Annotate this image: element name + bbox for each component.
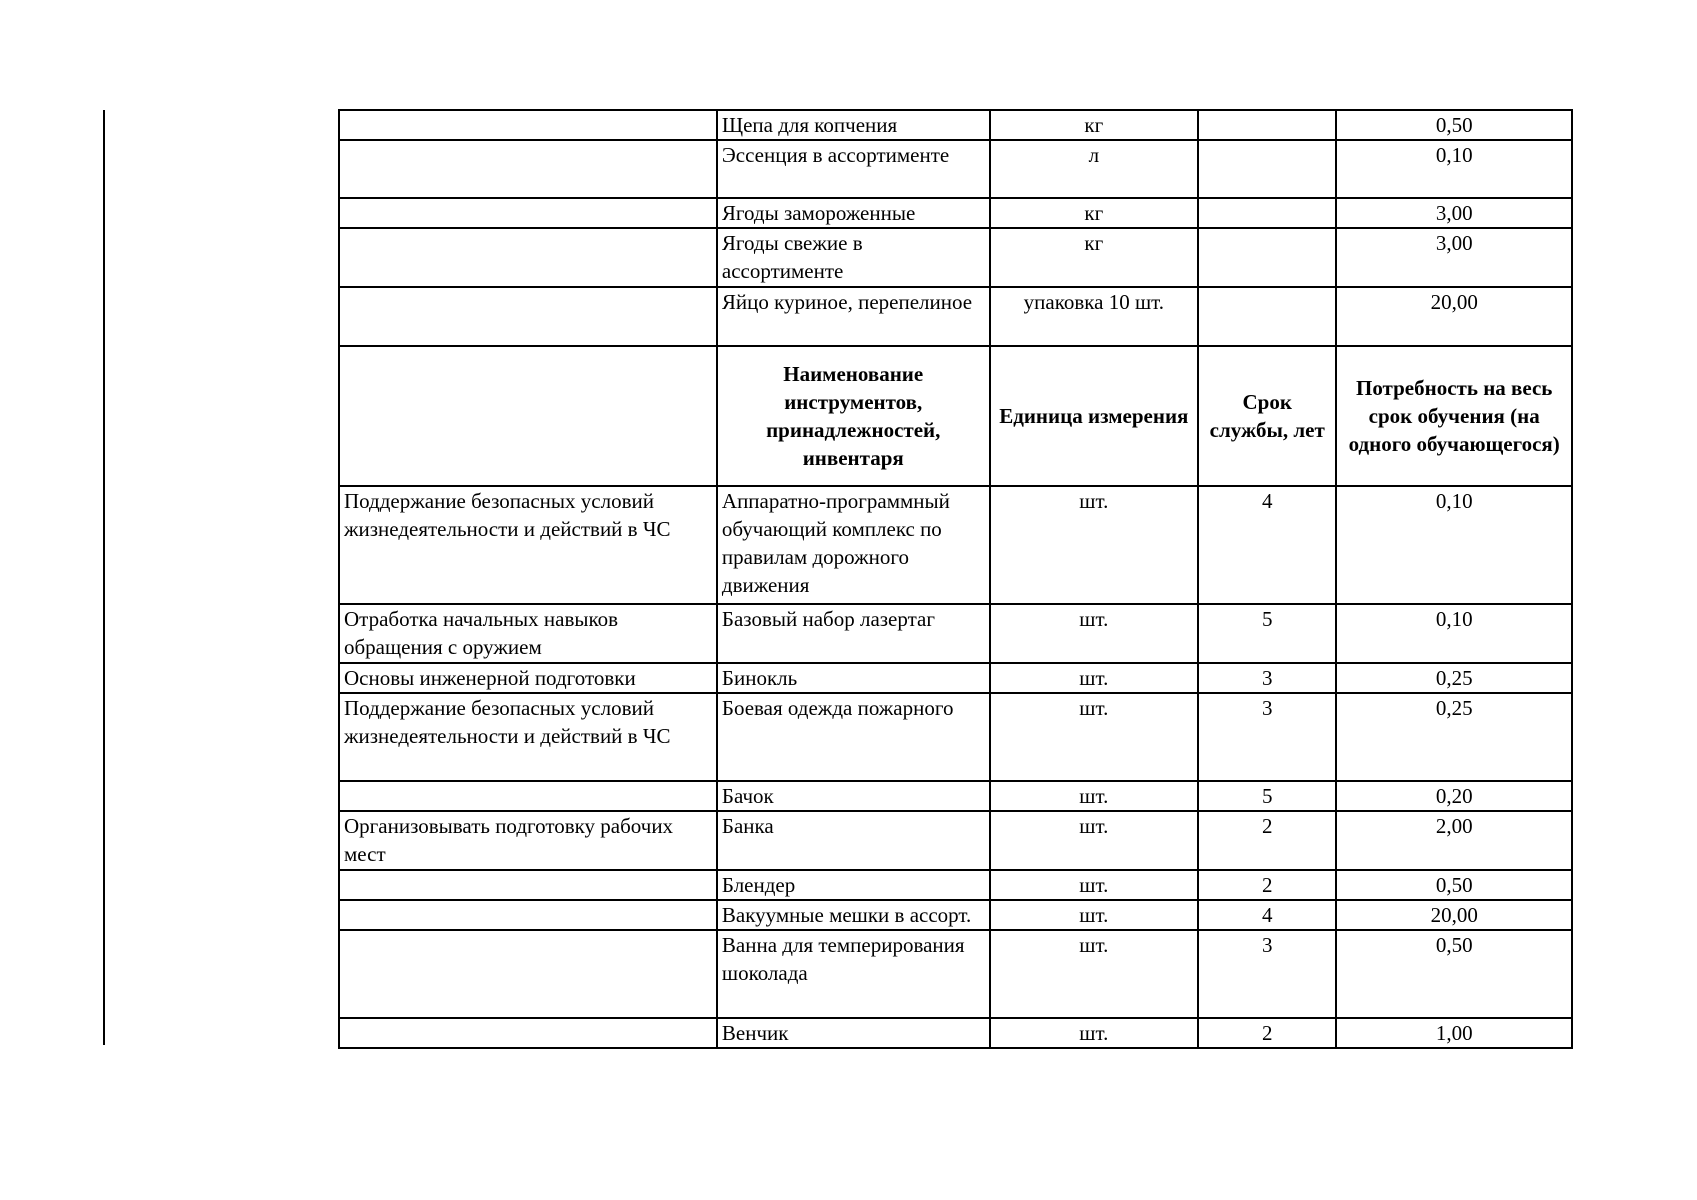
service-life-cell: 2	[1198, 811, 1336, 870]
requirement-cell: 0,20	[1336, 781, 1572, 811]
table-row	[339, 781, 1572, 811]
table-body-top	[339, 110, 1572, 346]
service-life-cell: 4	[1198, 900, 1336, 930]
activity-cell: Поддержание безопасных условий жизнедеятельности и действий в ЧС	[339, 693, 717, 781]
header-requirement: Потребность на весь срок обучения (на одного обучающегося)	[1336, 346, 1572, 486]
activity-cell	[339, 781, 717, 811]
service-life-cell	[1198, 110, 1336, 140]
item-cell: Боевая одежда пожарного	[717, 693, 990, 781]
unit-cell: шт.	[990, 811, 1199, 870]
unit-cell: л	[990, 140, 1199, 198]
table-row	[339, 811, 1572, 870]
unit-cell: шт.	[990, 1018, 1199, 1048]
unit-cell: шт.	[990, 930, 1199, 1018]
table-row	[339, 140, 1572, 198]
unit-cell: упаковка 10 шт.	[990, 287, 1199, 346]
service-life-cell	[1198, 287, 1336, 346]
item-cell: Вакуумные мешки в ассорт.	[717, 900, 990, 930]
unit-cell: шт.	[990, 693, 1199, 781]
item-cell: Аппаратно-программный обучающий комплекс по правилам дорожного движения	[717, 486, 990, 604]
unit-cell: шт.	[990, 900, 1199, 930]
requirement-cell: 2,00	[1336, 811, 1572, 870]
requirement-cell: 0,25	[1336, 693, 1572, 781]
unit-cell: шт.	[990, 663, 1199, 693]
unit-cell: шт.	[990, 486, 1199, 604]
header-activity	[339, 346, 717, 486]
header-service-life: Срок службы, лет	[1198, 346, 1336, 486]
requirement-cell: 3,00	[1336, 228, 1572, 287]
activity-cell	[339, 900, 717, 930]
unit-cell: кг	[990, 228, 1199, 287]
table-row	[339, 693, 1572, 781]
service-life-cell: 3	[1198, 693, 1336, 781]
activity-cell: Поддержание безопасных условий жизнедеятельности и действий в ЧС	[339, 486, 717, 604]
item-cell: Ванна для темперирования шоколада	[717, 930, 990, 1018]
activity-cell	[339, 228, 717, 287]
requirement-cell: 0,50	[1336, 110, 1572, 140]
activity-cell	[339, 287, 717, 346]
requirement-cell: 20,00	[1336, 900, 1572, 930]
activity-cell: Основы инженерной подготовки	[339, 663, 717, 693]
service-life-cell: 3	[1198, 663, 1336, 693]
service-life-cell: 2	[1198, 1018, 1336, 1048]
unit-cell: кг	[990, 110, 1199, 140]
unit-cell: шт.	[990, 870, 1199, 900]
item-cell: Венчик	[717, 1018, 990, 1048]
table-row	[339, 1018, 1572, 1048]
table-row	[339, 198, 1572, 228]
service-life-cell: 4	[1198, 486, 1336, 604]
service-life-cell: 3	[1198, 930, 1336, 1018]
table-row	[339, 604, 1572, 663]
unit-cell: шт.	[990, 781, 1199, 811]
table-row	[339, 287, 1572, 346]
activity-cell	[339, 140, 717, 198]
requirement-cell: 0,50	[1336, 930, 1572, 1018]
table-header	[339, 346, 1572, 486]
activity-cell	[339, 110, 717, 140]
item-cell: Базовый набор лазертаг	[717, 604, 990, 663]
table-row	[339, 228, 1572, 287]
service-life-cell: 5	[1198, 604, 1336, 663]
service-life-cell: 5	[1198, 781, 1336, 811]
service-life-cell: 2	[1198, 870, 1336, 900]
table-row	[339, 110, 1572, 140]
requirement-cell: 0,10	[1336, 604, 1572, 663]
item-cell: Яйцо куриное, перепелиное	[717, 287, 990, 346]
unit-cell: шт.	[990, 604, 1199, 663]
requirement-cell: 1,00	[1336, 1018, 1572, 1048]
item-cell: Щепа для копчения	[717, 110, 990, 140]
header-row	[339, 346, 1572, 486]
requirement-cell: 20,00	[1336, 287, 1572, 346]
item-cell: Бинокль	[717, 663, 990, 693]
table-row	[339, 486, 1572, 604]
activity-cell: Отработка начальных навыков обращения с оружием	[339, 604, 717, 663]
service-life-cell	[1198, 198, 1336, 228]
header-item-name: Наименование инструментов, принадлежностей, инвентаря	[717, 346, 990, 486]
equipment-table	[338, 109, 1573, 1049]
unit-cell: кг	[990, 198, 1199, 228]
table-body-bottom	[339, 486, 1572, 1048]
activity-cell: Организовывать подготовку рабочих мест	[339, 811, 717, 870]
table-row	[339, 870, 1572, 900]
activity-cell	[339, 930, 717, 1018]
requirement-cell: 0,10	[1336, 486, 1572, 604]
item-cell: Эссенция в ассортименте	[717, 140, 990, 198]
requirement-cell: 0,50	[1336, 870, 1572, 900]
service-life-cell	[1198, 140, 1336, 198]
header-unit: Единица измерения	[990, 346, 1199, 486]
requirement-cell: 0,25	[1336, 663, 1572, 693]
table-row	[339, 930, 1572, 1018]
requirement-cell: 0,10	[1336, 140, 1572, 198]
item-cell: Бачок	[717, 781, 990, 811]
activity-cell	[339, 1018, 717, 1048]
left-margin-rule	[103, 110, 105, 1045]
activity-cell	[339, 870, 717, 900]
item-cell: Банка	[717, 811, 990, 870]
table-row	[339, 900, 1572, 930]
activity-cell	[339, 198, 717, 228]
item-cell: Ягоды свежие в ассортименте	[717, 228, 990, 287]
item-cell: Блендер	[717, 870, 990, 900]
item-cell: Ягоды замороженные	[717, 198, 990, 228]
table-row	[339, 663, 1572, 693]
requirement-cell: 3,00	[1336, 198, 1572, 228]
service-life-cell	[1198, 228, 1336, 287]
